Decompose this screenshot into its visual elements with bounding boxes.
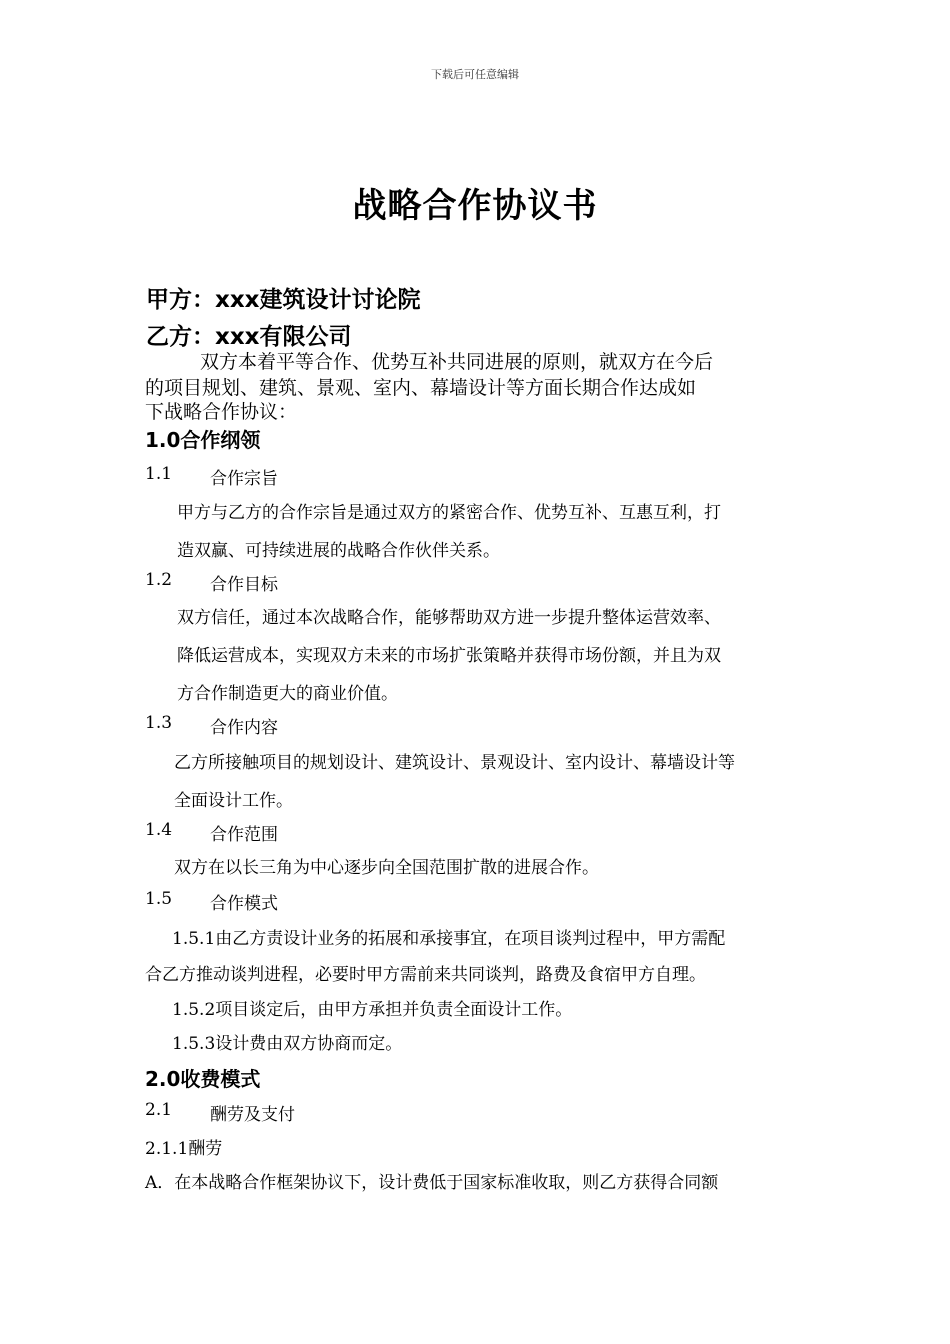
item-1-5-line-2: 合乙方推动谈判进程，必要时甲方需前来共同谈判，路费及食宿甲方自理。 — [145, 965, 706, 985]
item-2-1-1-heading: 2.1.1酬劳 — [145, 1139, 223, 1159]
item-label: 合作内容 — [210, 718, 278, 738]
item-label: 合作范围 — [210, 825, 278, 845]
item-1-3-line-1: 乙方所接触项目的规划设计、建筑设计、景观设计、室内设计、幕墙设计等 — [174, 753, 735, 773]
section-1-heading: 1.0合作纲领 — [145, 428, 261, 452]
item-1-2-line-3: 方合作制造更大的商业价值。 — [177, 684, 398, 704]
section-2-heading: 2.0收费模式 — [145, 1067, 261, 1091]
item-1-5-line-4: 1.5.3设计费由双方协商而定。 — [172, 1034, 403, 1054]
item-number: 1.1 — [145, 464, 173, 484]
item-1-1-line-1: 甲方与乙方的合作宗旨是通过双方的紧密合作、优势互补、互惠互利，打 — [177, 503, 721, 523]
item-1-1-line-2: 造双赢、可持续进展的战略合作伙伴关系。 — [177, 541, 500, 561]
intro-line-1: 双方本着平等合作、优势互补共同进展的原则，就双方在今后 — [200, 351, 714, 373]
item-1-3-line-2: 全面设计工作。 — [174, 791, 293, 811]
item-2-1-1-line-a: A．在本战略合作框架协议下，设计费低于国家标准收取，则乙方获得合同额 — [145, 1173, 719, 1193]
item-number: 1.5 — [145, 889, 173, 909]
item-number: 1.4 — [145, 820, 173, 840]
item-label: 合作模式 — [210, 894, 278, 914]
item-1-4-line-1: 双方在以长三角为中心逐步向全国范围扩散的进展合作。 — [174, 858, 599, 878]
party-a: 甲方：xxx建筑设计讨论院 — [146, 287, 421, 313]
item-label: 酬劳及支付 — [210, 1105, 295, 1125]
item-1-5-line-1: 1.5.1由乙方责设计业务的拓展和承接事宜，在项目谈判过程中，甲方需配 — [172, 929, 726, 949]
document-title: 战略合作协议书 — [352, 186, 598, 226]
item-1-2-line-2: 降低运营成本，实现双方未来的市场扩张策略并获得市场份额，并且为双 — [177, 646, 721, 666]
item-1-2-line-1: 双方信任，通过本次战略合作，能够帮助双方进一步提升整体运营效率、 — [177, 608, 721, 628]
page-header-note: 下载后可任意编辑 — [431, 68, 519, 81]
item-label: 合作宗旨 — [210, 469, 278, 489]
intro-line-3: 下战略合作协议： — [145, 401, 298, 423]
intro-line-2: 的项目规划、建筑、景观、室内、幕墙设计等方面长期合作达成如 — [145, 377, 697, 399]
item-1-5-line-3: 1.5.2项目谈定后，由甲方承担并负责全面设计工作。 — [172, 1000, 573, 1020]
party-b: 乙方：xxx有限公司 — [146, 324, 352, 350]
item-number: 1.2 — [145, 570, 173, 590]
item-number: 2.1 — [145, 1100, 173, 1120]
item-label: 合作目标 — [210, 575, 278, 595]
item-number: 1.3 — [145, 713, 173, 733]
